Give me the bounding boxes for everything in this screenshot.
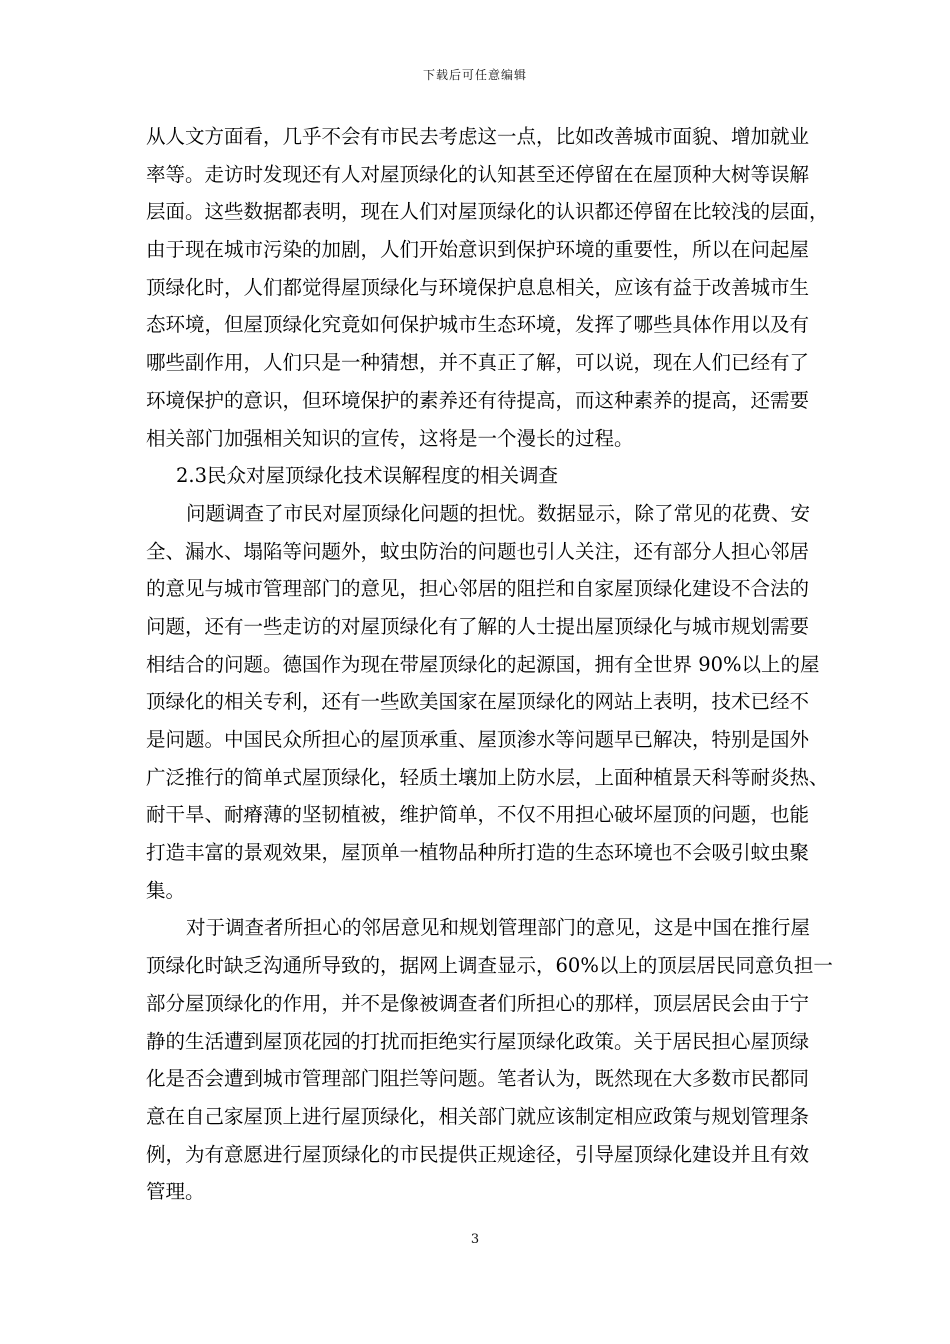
paragraph-3 xyxy=(146,909,833,1211)
paragraph-2 xyxy=(146,495,829,910)
page-number: 3 xyxy=(470,1232,480,1247)
text-line: 全、漏水、塌陷等问题外，蚊虫防治的问题也引人关注，还有部分人担心邻居 xyxy=(146,539,810,563)
text-line: 顶绿化的相关专利，还有一些欧美国家在屋顶绿化的网站上表明，技术已经不 xyxy=(146,690,810,714)
text-line: 部分屋顶绿化的作用，并不是像被调查者们所担心的那样，顶层居民会由于宁 xyxy=(146,991,810,1015)
text-line: 化是否会遭到城市管理部门阻拦等问题。笔者认为，既然现在大多数市民都同 xyxy=(146,1067,810,1091)
paragraph-1 xyxy=(146,118,829,457)
text-line: 的意见与城市管理部门的意见，担心邻居的阻拦和自家屋顶绿化建设不合法的 xyxy=(146,577,810,601)
text-line: 从人文方面看，几乎不会有市民去考虑这一点，比如改善城市面貌、增加就业 xyxy=(146,125,810,148)
text-line: 环境保护的意识，但环境保护的素养还有待提高，而这种素养的提高，还需要 xyxy=(146,388,810,412)
text-line: 管理。 xyxy=(146,1180,205,1204)
text-line: 意在自己家屋顶上进行屋顶绿化，相关部门就应该制定相应政策与规划管理条 xyxy=(146,1104,810,1128)
text-line: 打造丰富的景观效果，屋顶单一植物品种所打造的生态环境也不会吸引蚊虫聚 xyxy=(146,841,810,865)
text-line: 率等。走访时发现还有人对屋顶绿化的认知甚至还停留在在屋顶种大树等误解 xyxy=(146,162,810,186)
page-header: 下载后可任意编辑 xyxy=(422,68,527,82)
text-line: 相结合的问题。德国作为现在带屋顶绿化的起源国，拥有全世界 90%以上的屋 xyxy=(146,652,820,676)
text-line: 耐干旱、耐瘠薄的坚韧植被，维护简单，不仅不用担心破坏屋顶的问题，也能 xyxy=(146,803,810,827)
text-line: 顶绿化时缺乏沟通所导致的，据网上调查显示，60%以上的顶层居民同意负担一 xyxy=(146,954,833,978)
text-line: 对于调查者所担心的邻居意见和规划管理部门的意见，这是中国在推行屋 xyxy=(186,916,811,940)
text-line: 例，为有意愿进行屋顶绿化的市民提供正规途径，引导屋顶绿化建设并且有效 xyxy=(146,1142,810,1166)
text-line: 问题，还有一些走访的对屋顶绿化有了解的人士提出屋顶绿化与城市规划需要 xyxy=(146,614,810,638)
body-text xyxy=(146,118,833,1211)
text-line: 集。 xyxy=(146,878,186,902)
text-line: 由于现在城市污染的加剧，人们开始意识到保护环境的重要性，所以在问起屋 xyxy=(146,238,810,262)
text-line: 层面。这些数据都表明，现在人们对屋顶绿化的认识都还停留在比较浅的层面， xyxy=(146,200,829,224)
text-line: 态环境，但屋顶绿化究竟如何保护城市生态环境，发挥了哪些具体作用以及有 xyxy=(146,313,810,337)
text-line: 是问题。中国民众所担心的屋顶承重、屋顶渗水等问题早已解决，特别是国外 xyxy=(146,728,810,751)
text-line: 顶绿化时，人们都觉得屋顶绿化与环境保护息息相关，应该有益于改善城市生 xyxy=(146,275,810,299)
text-line: 静的生活遭到屋顶花园的打扰而拒绝实行屋顶绿化政策。关于居民担心屋顶绿 xyxy=(146,1029,810,1053)
text-line: 哪些副作用，人们只是一种猜想，并不真正了解，可以说，现在人们已经有了 xyxy=(146,351,810,375)
text-line: 相关部门加强相关知识的宣传，这将是一个漫长的过程。 xyxy=(146,426,634,450)
text-line: 问题调查了市民对屋顶绿化问题的担忧。数据显示，除了常见的花费、安 xyxy=(186,501,811,525)
section-heading: 2.3民众对屋顶绿化技术误解程度的相关调查 xyxy=(176,464,559,488)
text-line: 广泛推行的简单式屋顶绿化，轻质土壤加上防水层，上面种植景天科等耐炎热、 xyxy=(146,765,829,789)
